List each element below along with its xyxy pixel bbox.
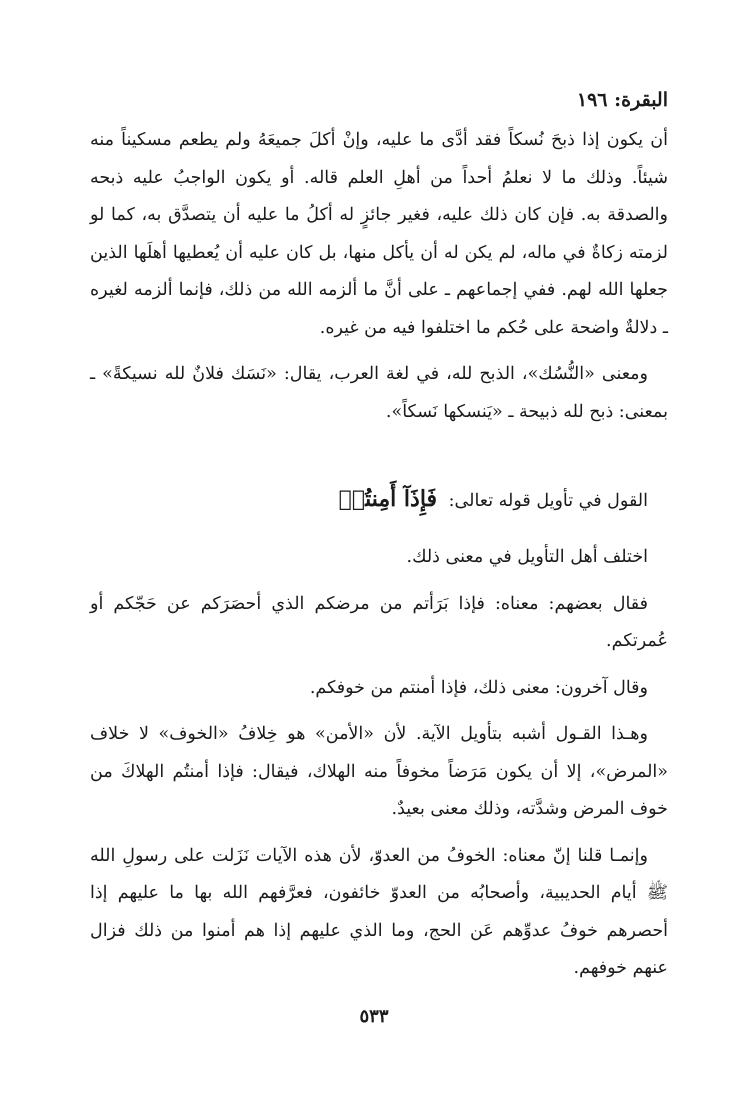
- page-header: البقرة: ١٩٦: [576, 89, 668, 111]
- page-body: [90, 80, 668, 988]
- quran-verse: فَإِذَآ أَمِنتُمۡ: [338, 486, 438, 512]
- paragraph-7: وإنمـا قلنا إنّ معناه: الخوفُ من العدوّ، لأن هذه الآيات نَزَلت على رسولِ الله ﷺ أيام الحديبية، وأصحابُه من العدوّ خائفون، فعرَّفهم الله بها ما عليهم إذا أحصرهم خوفُ عدوِّهم عَن الحج، وما الذي عليهم إذا هم أمنوا من ذلك فزال عنهم خوفهم.: [90, 845, 668, 978]
- section-gap: [90, 431, 668, 475]
- heading-prefix: القول في تأويل قوله تعالى:: [448, 491, 648, 511]
- page-number: ٥٣٣: [359, 1006, 389, 1027]
- paragraph-5: وقال آخرون: معنى ذلك، فإذا أمنتم من خوفكم.: [309, 677, 648, 698]
- paragraph-6: وهـذا القـول أشبه بتأويل الآية. لأن «الأمن» هو خِلافُ «الخوف» لا خلاف «المرض»، إلا أن يكون مَرَضاً مخوفاً منه الهلاك، فيقال: فإذا أمنتُم الهلاكَ من خوف المرض وشدَّته، وذلك معنى بعيدٌ.: [90, 724, 668, 819]
- paragraph-1: أن يكون إذا ذبحَ نُسكاً فقد أدَّى ما عليه، وإنْ أكلَ جميعَهُ ولم يطعم مسكيناً منه شيئاً. وذلك ما لا نعلمُ أحداً من أهلِ العلم قاله. أو يكون الواجبُ عليه ذبحه والصدقة به. فإن كان ذلك عليه، فغير جائزٍ له أكلُ ما عليه أن يتصدَّق به، كما لو لزمته زكاةٌ في ماله، لم يكن له أن يأكل منها، بل كان عليه أن يُعطيها أهلَها الذين جعلها الله لهم. ففي إجماعهم ـ على أنَّ ما ألزمه الله من ذلك، فإنما ألزمه لغيره ـ دلالةٌ واضحة على حُكم ما اختلفوا فيه من غيره.: [90, 130, 668, 338]
- paragraph-3: اختلف أهل التأويل في معنى ذلك.: [406, 547, 648, 567]
- section-heading: [90, 475, 668, 525]
- paragraph-4: فقال بعضهم: معناه: فإذا بَرَأتم من مرضكم الذي أحصَرَكم عن حَجّكم أو عُمرتكم.: [90, 593, 668, 651]
- paragraph-2: ومعنى «النُّسُك»، الذبح لله، في لغة العرب، يقال: «نَسَك فلانٌ لله نسيكةً» ـ بمعنى: ذبح لله ذبيحة ـ «يَنسكها نَسكاً».: [90, 364, 668, 422]
